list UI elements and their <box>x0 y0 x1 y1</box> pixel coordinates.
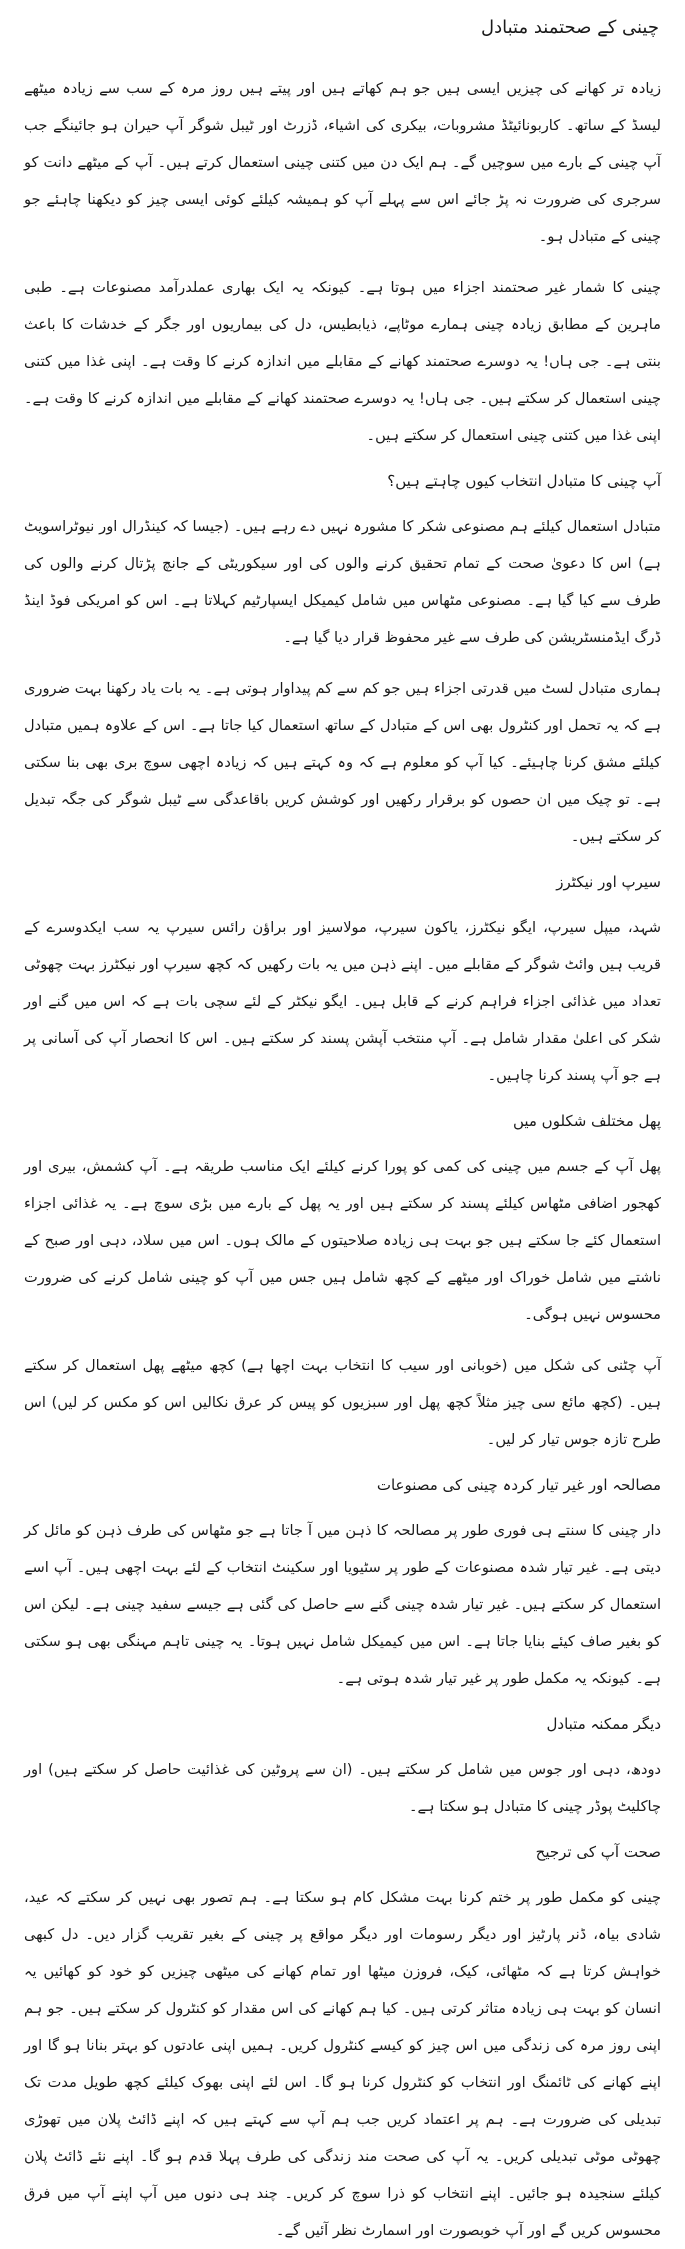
paragraph: زیادہ تر کھانے کی چیزیں ایسی ہیں جو ہم کھاتے ہیں اور پیتے ہیں روز مرہ کے سب سے زیادہ میٹھے لیسڈ کے ساتھ۔ کاربونائیٹڈ مشروبات، بیکری کی اشیاء، ڈزرٹ اور ٹیبل شوگر آپ حیران ہو جائینگے جب آپ چینی کے بارے میں سوچیں گے۔ ہم ایک دن میں کتنی چینی استعمال کرتے ہیں۔ آپ کے میٹھے دانت کو سرجری کی ضرورت نہ پڑ جائے اس سے پہلے آپ کو ہمیشہ کیلئے کوئی ایسی چیز کو دیکھنا چاہئے جو چینی کے متبادل ہو۔ <box>24 80 661 245</box>
section-heading: سیرپ اور نیکٹرز <box>556 873 661 891</box>
paragraph: دودھ، دہی اور جوس میں شامل کر سکتے ہیں۔ (ان سے پروٹین کی غذائیت حاصل کر سکتے ہیں) اور چاکلیٹ پوڈر چینی کا متبادل ہو سکتا ہے۔ <box>24 1761 661 1815</box>
section-heading: آپ چینی کا متبادل انتخاب کیوں چاہتے ہیں؟ <box>387 472 661 490</box>
paragraph: پھل آپ کے جسم میں چینی کی کمی کو پورا کرنے کیلئے ایک مناسب طریقہ ہے۔ آپ کشمش، بیری اور کھجور اضافی مٹھاس کیلئے پسند کر سکتے ہیں اور یہ پھل کے بارے میں بڑی سوچ ہے۔ یہ غذائی اجزاء استعمال کئے جا سکتے ہیں جو بہت ہی زیادہ صلاحیتوں کے مالک ہوں۔ اس میں سلاد، دہی اور صبح کے ناشتے میں شامل خوراک اور میٹھے کے کچھ شامل ہیں جس میں آپ کو چینی شامل کرنے کی ضرورت محسوس نہیں ہوگی۔ <box>24 1158 661 1323</box>
paragraph: متبادل استعمال کیلئے ہم مصنوعی شکر کا مشورہ نہیں دے رہے ہیں۔ (جیسا کہ کینڈرال اور نیوٹراسویٹ ہے) اس کا دعویٰ صحت کے تمام تحقیق کرنے والوں کی اور سیکوریٹی کے جانچ پڑتال کرنے والوں کی طرف سے کیا گیا ہے۔ مصنوعی مٹھاس میں شامل کیمیکل ایسپارٹیم کہلاتا ہے۔ اس کو امریکی فوڈ اینڈ ڈرگ ایڈمنسٹریشن کی طرف سے غیر محفوظ قرار دیا گیا ہے۔ <box>24 518 661 646</box>
paragraph: آپ چٹنی کی شکل میں (خوبانی اور سیب کا انتخاب بہت اچھا ہے) کچھ میٹھے پھل استعمال کر سکتے ہیں۔ (کچھ مائع سی چیز مثلاً کچھ پھل اور سبزیوں کو پیس کر عرق نکالیں اس کو مکس کر لیں) اس طرح تازہ جوس تیار کر لیں۔ <box>24 1357 661 1448</box>
section-heading: صحت آپ کی ترجیح <box>535 1843 661 1861</box>
paragraph: ہماری متبادل لسٹ میں قدرتی اجزاء ہیں جو کم سے کم پیداوار ہوتی ہے۔ یہ بات یاد رکھنا بہت ضروری ہے کہ یہ تحمل اور کنٹرول بھی اس کے متبادل کے ساتھ استعمال کیا جاتا ہے۔ اس کے علاوہ ہمیں متبادل کیلئے مشق کرنا چاہیئے۔ کیا آپ کو معلوم ہے کہ وہ کہتے ہیں کہ زیادہ اچھی سوچ بری بھی بنا سکتی ہے۔ تو چیک میں ان حصوں کو برقرار رکھیں اور کوشش کریں باقاعدگی سے ٹیبل شوگر کی جگہ تبدیل کر سکتے ہیں۔ <box>24 680 661 845</box>
section-heading: دیگر ممکنہ متبادل <box>546 1715 661 1733</box>
article-body <box>24 70 661 2249</box>
section-heading: مصالحہ اور غیر تیار کردہ چینی کی مصنوعات <box>376 1476 661 1494</box>
paragraph: شہد، میپل سیرپ، ایگو نیکٹرز، یاکون سیرپ، مولاسیز اور براؤن رائس سیرپ یہ سب ایکدوسرے کے قریب ہیں وائٹ شوگر کے مقابلے میں۔ اپنے ذہن میں یہ بات رکھیں کہ کچھ سیرپ اور نیکٹرز بہت چھوٹی تعداد میں غذائی اجزاء فراہم کرنے کے قابل ہیں۔ ایگو نیکٹر کے لئے سچی بات ہے کہ اس میں گنے اور شکر کی اعلیٰ مقدار شامل ہے۔ آپ منتخب آپشن پسند کر سکتے ہیں۔ اس کا انحصار آپ کی آسانی پر ہے جو آپ پسند کرنا چاہیں۔ <box>24 919 661 1084</box>
paragraph: چینی کو مکمل طور پر ختم کرنا بہت مشکل کام ہو سکتا ہے۔ ہم تصور بھی نہیں کر سکتے کہ عید، شادی بیاہ، ڈنر پارٹیز اور دیگر رسومات اور دیگر مواقع پر چینی کے بغیر تقریب گزار دیں۔ دل کبھی خواہش کرتا ہے کہ مٹھائی، کیک، فروزن میٹھا اور تمام کھانے کی میٹھی چیزیں کو خود کو کھائیں یہ انسان کو بہت ہی زیادہ متاثر کرتی ہیں۔ کیا ہم کھانے کی اس مقدار کو کنٹرول کر سکتے ہیں۔ جو ہم اپنی روز مرہ کی زندگی میں اس چیز کو کیسے کنٹرول کریں۔ ہمیں اپنی عادتوں کو بہتر بنانا ہو گا اور اپنے کھانے کی ٹائمنگ اور انتخاب کو کنٹرول کرنا ہو گا۔ اس لئے اپنی بھوک کیلئے کچھ طویل مدت تک تبدیلی کی ضرورت ہے۔ ہم پر اعتماد کریں جب ہم آپ سے کہتے ہیں کہ اپنے ڈائٹ پلان میں تھوڑی چھوٹی موٹی تبدیلی کریں۔ یہ آپ کی صحت مند زندگی کی طرف پہلا قدم ہو گا۔ اپنے نئے ڈائٹ پلان کیلئے سنجیدہ ہو جائیں۔ اپنے انتخاب کو ذرا سوچ کر کریں۔ چند ہی دنوں میں آپ اپنے آپ میں فرق محسوس کریں گے اور آپ خوبصورت اور اسمارٹ نظر آئیں گے۔ <box>24 1889 661 2239</box>
section-heading: پھل مختلف شکلوں میں <box>512 1112 661 1130</box>
paragraph: چینی کا شمار غیر صحتمند اجزاء میں ہوتا ہے۔ کیونکہ یہ ایک بھاری عملدرآمد مصنوعات ہے۔ طبی ماہرین کے مطابق زیادہ چینی ہمارے موٹاپے، ذیابطیس، دل کی بیماریوں اور جگر کے خدشات کا باعث بنتی ہے۔ جی ہاں! یہ دوسرے صحتمند کھانے کے مقابلے میں اندازہ کرنے کا وقت ہے۔ اپنی غذا میں کتنی چینی استعمال کر سکتے ہیں۔ جی ہاں! یہ دوسرے صحتمند کھانے کے مقابلے میں اندازہ کرنے کا وقت ہے۔ اپنی غذا میں کتنی چینی استعمال کر سکتے ہیں۔ <box>24 279 661 444</box>
paragraph: دار چینی کا سنتے ہی فوری طور پر مصالحہ کا ذہن میں آ جاتا ہے جو مٹھاس کی طرف ذہن کو مائل کر دیتی ہے۔ غیر تیار شدہ مصنوعات کے طور پر سٹیویا اور سکینٹ انتخاب کے لئے بہت اچھی ہیں۔ آپ اسے استعمال کر سکتے ہیں۔ غیر تیار شدہ چینی گنے سے حاصل کی گئی ہے جیسے سفید چینی ہے۔ لیکن اس کو بغیر صاف کیئے بنایا جاتا ہے۔ اس میں کیمیکل شامل نہیں ہوتا۔ یہ چینی تاہم مہنگی بھی ہو سکتی ہے۔ کیونکہ یہ مکمل طور پر غیر تیار شدہ ہوتی ہے۔ <box>24 1522 661 1687</box>
article-title: چینی کے صحتمند متبادل <box>481 17 659 38</box>
